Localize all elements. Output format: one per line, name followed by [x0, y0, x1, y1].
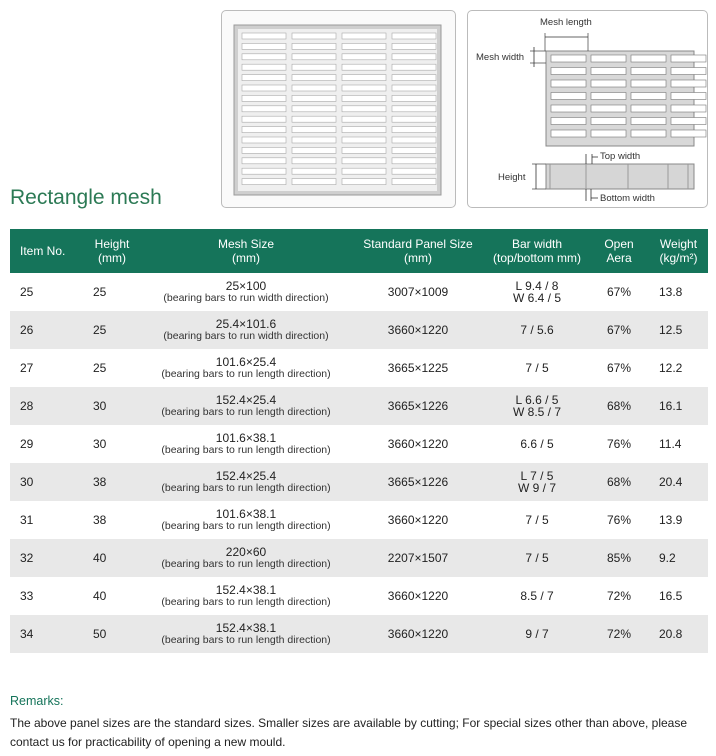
table-cell — [351, 273, 485, 311]
table-cell — [83, 273, 141, 311]
mesh-size-note: (bearing bars to run length direction) — [161, 406, 331, 418]
diagram-slot — [551, 80, 586, 87]
column-header — [351, 229, 485, 273]
diagram-slot — [631, 68, 666, 75]
table-cell — [649, 577, 708, 615]
diagram-slot — [631, 130, 666, 137]
table-cell — [485, 349, 589, 387]
remarks-text: The above panel sizes are the standard sizes. Smaller sizes are available by cutting; For special sizes other than above, please contact us for practicability of opening a new mould. — [10, 716, 688, 749]
table-row — [10, 539, 708, 577]
mesh-size-note: (bearing bars to run width direction) — [163, 292, 329, 304]
height-value: 38 — [93, 475, 107, 489]
grating-slot — [292, 158, 336, 164]
bar-width-value-2: W 9 / 7 — [517, 481, 556, 495]
table-cell — [485, 615, 589, 653]
open-area-value: 72% — [606, 589, 632, 603]
grating-slot — [242, 64, 286, 70]
table-row — [10, 311, 708, 349]
weight-value: 16.1 — [659, 399, 683, 413]
table-cell — [141, 387, 351, 425]
table-cell — [649, 311, 708, 349]
item-number: 29 — [20, 437, 34, 451]
grating-slot — [342, 106, 386, 112]
grating-slot — [292, 95, 336, 101]
table-cell — [83, 615, 141, 653]
item-number: 34 — [20, 627, 34, 641]
grating-slot — [292, 64, 336, 70]
open-area-value: 72% — [606, 627, 632, 641]
table-cell — [485, 577, 589, 615]
diagram-slot — [671, 105, 706, 112]
height-value: 25 — [93, 361, 107, 375]
item-number: 32 — [20, 551, 34, 565]
table-row — [10, 425, 708, 463]
header-line1: Height — [94, 237, 130, 251]
grating-slot — [342, 158, 386, 164]
mesh-size-value: 101.6×38.1 — [215, 431, 277, 445]
table-cell — [10, 577, 83, 615]
mesh-size-note: (bearing bars to run length direction) — [161, 558, 331, 570]
height-value: 25 — [93, 285, 107, 299]
grating-slot — [242, 158, 286, 164]
table-cell — [589, 425, 649, 463]
diagram-slot — [551, 68, 586, 75]
table-cell — [141, 501, 351, 539]
section-title: Rectangle mesh — [10, 186, 162, 209]
table-cell — [485, 463, 589, 501]
table-cell — [485, 501, 589, 539]
diagram-slot — [631, 55, 666, 62]
panel-size-value: 3660×1220 — [387, 513, 449, 527]
grating-slot — [242, 179, 286, 185]
grating-slot — [292, 168, 336, 174]
diagram-slot — [631, 93, 666, 100]
grating-slot — [292, 137, 336, 143]
mesh-size-value: 152.4×25.4 — [215, 393, 277, 407]
grating-slot — [242, 137, 286, 143]
grating-slot — [242, 54, 286, 60]
table-cell — [351, 349, 485, 387]
table-cell — [83, 577, 141, 615]
item-number: 28 — [20, 399, 34, 413]
bar-width-value: 7 / 5 — [525, 361, 549, 375]
table-cell — [83, 311, 141, 349]
top-width-label: Top width — [600, 151, 641, 162]
grating-slot — [392, 43, 436, 49]
grating-slot — [392, 54, 436, 60]
column-header — [83, 229, 141, 273]
bar-width-value: L 7 / 5 — [520, 469, 554, 483]
grating-slot — [392, 168, 436, 174]
panel-size-value: 3007×1009 — [387, 285, 449, 299]
grating-slot — [242, 116, 286, 122]
grating-slot — [342, 54, 386, 60]
table-cell — [649, 615, 708, 653]
table-row — [10, 577, 708, 615]
weight-value: 12.2 — [659, 361, 683, 375]
weight-value: 20.8 — [659, 627, 683, 641]
grating-slot — [292, 106, 336, 112]
header-line1: Item No. — [20, 244, 66, 258]
bar-width-value: 7 / 5 — [525, 513, 549, 527]
table-cell — [589, 615, 649, 653]
grating-slot — [342, 33, 386, 39]
spec-table — [10, 229, 708, 653]
header-line1: Bar width — [511, 237, 563, 251]
mesh-size-value: 25×100 — [225, 279, 267, 293]
grating-slot — [392, 179, 436, 185]
diagram-slot — [591, 118, 626, 125]
weight-value: 12.5 — [659, 323, 683, 337]
item-number: 26 — [20, 323, 34, 337]
table-cell — [10, 425, 83, 463]
table-cell — [649, 349, 708, 387]
diagram-slot — [551, 55, 586, 62]
mesh-size-value: 152.4×38.1 — [215, 621, 277, 635]
table-cell — [351, 463, 485, 501]
weight-value: 9.2 — [659, 551, 676, 565]
table-cell — [10, 311, 83, 349]
diagram-slot — [631, 118, 666, 125]
table-row — [10, 387, 708, 425]
diagram-slot — [551, 105, 586, 112]
height-label: Height — [498, 172, 526, 183]
column-header — [485, 229, 589, 273]
grating-slot — [292, 116, 336, 122]
grating-slot — [342, 179, 386, 185]
table-cell — [351, 387, 485, 425]
height-value: 38 — [93, 513, 107, 527]
table-cell — [10, 273, 83, 311]
grating-slot — [292, 147, 336, 153]
grating-slot — [242, 33, 286, 39]
grating-slot — [242, 75, 286, 81]
item-number: 31 — [20, 513, 34, 527]
open-area-value: 67% — [606, 323, 632, 337]
table-cell — [351, 615, 485, 653]
grating-slot — [342, 64, 386, 70]
table-cell — [485, 273, 589, 311]
grating-slot — [392, 116, 436, 122]
table-row — [10, 349, 708, 387]
column-header — [141, 229, 351, 273]
height-value: 40 — [93, 589, 107, 603]
grating-slot — [342, 116, 386, 122]
table-cell — [141, 577, 351, 615]
table-cell — [141, 349, 351, 387]
open-area-value: 85% — [606, 551, 632, 565]
diagram-slot — [591, 93, 626, 100]
mesh-size-value: 25.4×101.6 — [215, 317, 277, 331]
table-header-row — [10, 229, 708, 273]
remarks-title: Remarks: — [10, 694, 64, 708]
diagram-slot — [671, 68, 706, 75]
bar-width-value: L 9.4 / 8 — [515, 279, 559, 293]
bar-width-value: 6.6 / 5 — [520, 437, 554, 451]
mesh-size-note: (bearing bars to run width direction) — [163, 330, 329, 342]
mesh-length-label: Mesh length — [540, 17, 592, 28]
diagram-slot — [631, 80, 666, 87]
table-cell — [351, 501, 485, 539]
open-area-value: 68% — [606, 399, 632, 413]
panel-size-value: 3660×1220 — [387, 627, 449, 641]
table-row — [10, 273, 708, 311]
table-cell — [649, 539, 708, 577]
grating-slot — [342, 147, 386, 153]
table-row — [10, 501, 708, 539]
grating-photo-drawing — [222, 11, 457, 209]
grating-slot — [242, 43, 286, 49]
grating-slot — [242, 95, 286, 101]
header-line2: (mm) — [232, 251, 260, 265]
diagram-slot — [631, 105, 666, 112]
diagram-slot — [671, 130, 706, 137]
column-header — [10, 229, 83, 273]
grating-slot — [342, 75, 386, 81]
grating-slot — [392, 158, 436, 164]
weight-value: 13.9 — [659, 513, 683, 527]
diagram-slot — [591, 105, 626, 112]
table-body — [10, 273, 708, 653]
open-area-value: 67% — [606, 285, 632, 299]
grating-slot — [392, 95, 436, 101]
header-line2: (kg/m²) — [659, 251, 698, 265]
grating-slot — [242, 127, 286, 133]
table-cell — [351, 311, 485, 349]
grating-slot — [242, 147, 286, 153]
bar-width-value: 7 / 5 — [525, 551, 549, 565]
mesh-size-value: 152.4×25.4 — [215, 469, 277, 483]
table-cell — [649, 387, 708, 425]
diagram-slot — [591, 55, 626, 62]
table-cell — [649, 463, 708, 501]
table-cell — [589, 273, 649, 311]
grating-slot — [292, 43, 336, 49]
weight-value: 16.5 — [659, 589, 683, 603]
grating-slot — [242, 85, 286, 91]
product-photo — [221, 10, 456, 208]
diagram-slot — [671, 55, 706, 62]
table-cell — [351, 539, 485, 577]
diagram-slot — [671, 93, 706, 100]
header-line2: (top/bottom mm) — [492, 251, 582, 265]
item-number: 27 — [20, 361, 34, 375]
grating-slot — [342, 168, 386, 174]
diagram-slot — [671, 80, 706, 87]
grating-slot — [392, 75, 436, 81]
grating-slot — [292, 127, 336, 133]
diagram-slot — [551, 130, 586, 137]
table-cell — [83, 387, 141, 425]
table-cell — [649, 425, 708, 463]
bottom-width-label: Bottom width — [600, 193, 655, 204]
bar-width-value-2: W 8.5 / 7 — [512, 405, 562, 419]
table-cell — [83, 463, 141, 501]
grating-slot — [392, 64, 436, 70]
table-cell — [10, 387, 83, 425]
height-value: 50 — [93, 627, 107, 641]
mesh-size-note: (bearing bars to run length direction) — [161, 482, 331, 494]
bar-width-value-2: W 6.4 / 5 — [512, 291, 562, 305]
table-cell — [141, 539, 351, 577]
diagram-slot — [671, 118, 706, 125]
table-cell — [83, 501, 141, 539]
grating-slot — [392, 137, 436, 143]
bar-width-value: 7 / 5.6 — [520, 323, 554, 337]
item-number: 30 — [20, 475, 34, 489]
mesh-size-value: 101.6×38.1 — [215, 507, 277, 521]
table-cell — [351, 425, 485, 463]
grating-slot — [392, 106, 436, 112]
bar-width-value: L 6.6 / 5 — [515, 393, 559, 407]
table-cell — [351, 577, 485, 615]
mesh-size-note: (bearing bars to run length direction) — [161, 596, 331, 608]
grating-slot — [392, 147, 436, 153]
header-line2: (mm) — [404, 251, 432, 265]
mesh-width-label: Mesh width — [476, 52, 525, 63]
height-value: 30 — [93, 399, 107, 413]
item-number: 25 — [20, 285, 34, 299]
weight-value: 11.4 — [659, 437, 682, 451]
header-line1: Standard Panel Size — [363, 237, 473, 251]
grating-slot — [292, 85, 336, 91]
table-cell — [649, 501, 708, 539]
grating-slot — [292, 33, 336, 39]
table-cell — [485, 425, 589, 463]
table-cell — [83, 425, 141, 463]
diagram-slot — [591, 130, 626, 137]
table-cell — [83, 539, 141, 577]
mesh-size-value: 220×60 — [225, 545, 267, 559]
table-cell — [141, 273, 351, 311]
height-value: 25 — [93, 323, 107, 337]
table-cell — [589, 539, 649, 577]
header-line1: Weight — [659, 237, 698, 251]
grating-slot — [292, 75, 336, 81]
panel-size-value: 3665×1226 — [387, 399, 449, 413]
grating-slot — [292, 179, 336, 185]
weight-value: 20.4 — [659, 475, 683, 489]
mesh-diagram — [467, 10, 708, 208]
mesh-size-note: (bearing bars to run length direction) — [161, 634, 331, 646]
diagram-slot — [551, 93, 586, 100]
item-number: 33 — [20, 589, 34, 603]
grating-slot — [242, 106, 286, 112]
grating-slot — [342, 127, 386, 133]
grating-slot — [342, 137, 386, 143]
panel-size-value: 3660×1220 — [387, 323, 449, 337]
table-cell — [10, 349, 83, 387]
open-area-value: 68% — [606, 475, 632, 489]
panel-size-value: 3660×1220 — [387, 437, 449, 451]
grating-slot — [392, 85, 436, 91]
column-header — [649, 229, 708, 273]
table-cell — [10, 501, 83, 539]
table-cell — [649, 273, 708, 311]
table-cell — [141, 463, 351, 501]
header-line1: Open Aera — [604, 237, 634, 265]
panel-size-value: 2207×1507 — [387, 551, 449, 565]
table-cell — [10, 615, 83, 653]
column-header — [589, 229, 649, 273]
weight-value: 13.8 — [659, 285, 683, 299]
grating-slot — [292, 54, 336, 60]
mesh-size-note: (bearing bars to run length direction) — [161, 444, 331, 456]
height-value: 40 — [93, 551, 107, 565]
diagram-slot — [551, 118, 586, 125]
table-row — [10, 463, 708, 501]
table-cell — [589, 577, 649, 615]
table-cell — [10, 539, 83, 577]
panel-size-value: 3660×1220 — [387, 589, 449, 603]
bar-width-value: 8.5 / 7 — [520, 589, 554, 603]
table-cell — [589, 387, 649, 425]
header-line1: Mesh Size — [217, 237, 275, 251]
table-cell — [83, 349, 141, 387]
table-cell — [141, 311, 351, 349]
table-cell — [485, 539, 589, 577]
header-line2: (mm) — [98, 251, 126, 265]
grating-slot — [342, 43, 386, 49]
table-cell — [141, 425, 351, 463]
diagram-slot — [591, 80, 626, 87]
diagram-slot — [591, 68, 626, 75]
table-cell — [589, 501, 649, 539]
mesh-size-value: 101.6×25.4 — [215, 355, 277, 369]
bar-width-value: 9 / 7 — [525, 627, 549, 641]
panel-size-value: 3665×1226 — [387, 475, 449, 489]
mesh-size-value: 152.4×38.1 — [215, 583, 277, 597]
table-cell — [589, 463, 649, 501]
grating-slot — [392, 33, 436, 39]
open-area-value: 76% — [606, 437, 632, 451]
panel-size-value: 3665×1225 — [387, 361, 449, 375]
mesh-size-note: (bearing bars to run length direction) — [161, 520, 331, 532]
open-area-value: 67% — [606, 361, 632, 375]
grating-slot — [392, 127, 436, 133]
mesh-size-note: (bearing bars to run length direction) — [161, 368, 331, 380]
height-value: 30 — [93, 437, 107, 451]
table-row — [10, 615, 708, 653]
table-cell — [485, 311, 589, 349]
grating-slot — [342, 85, 386, 91]
open-area-value: 76% — [606, 513, 632, 527]
table-cell — [589, 311, 649, 349]
table-cell — [485, 387, 589, 425]
grating-slot — [342, 95, 386, 101]
table-cell — [141, 615, 351, 653]
grating-slot — [242, 168, 286, 174]
table-cell — [589, 349, 649, 387]
table-cell — [10, 463, 83, 501]
